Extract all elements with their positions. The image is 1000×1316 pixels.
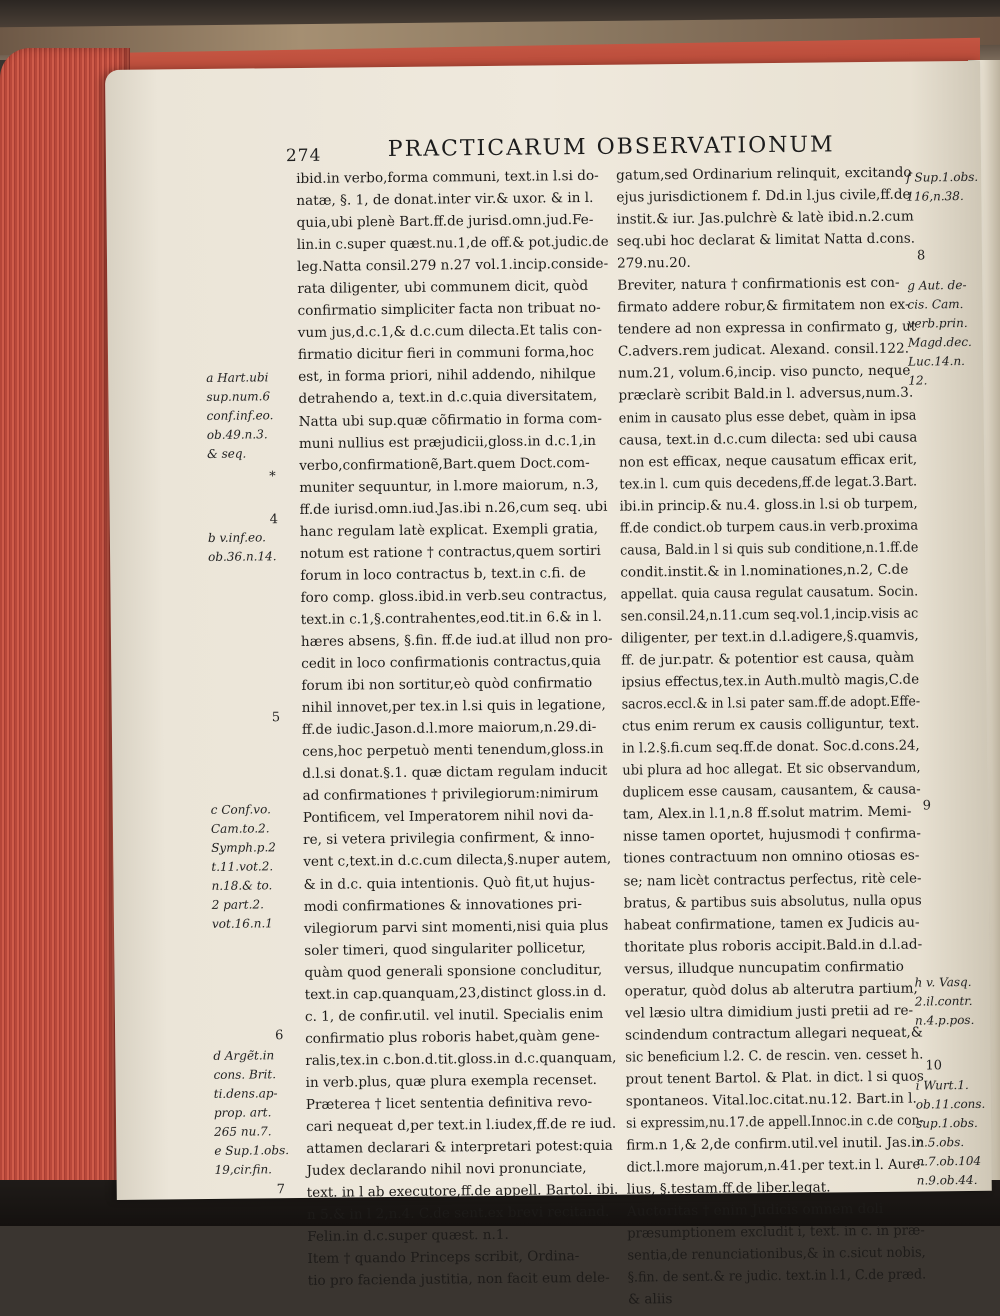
text-line: si expressim,nu.17.de appell.Innoc.in c.de con- — [625, 1112, 924, 1132]
text-line: ibi.in princip.& nu.4. gloss.in l.si ob turpem, — [619, 495, 918, 515]
text-line: tiones contractuum non omnino otiosas es- — [623, 847, 920, 868]
margin-note-d — [213, 1046, 289, 1180]
text-line: soler timeri, quod singulariter pollicetur, — [304, 939, 586, 959]
note-line: c Conf.vo. — [210, 802, 271, 817]
text-line: ad confirmationes † privilegiorum:nimirum — [302, 785, 599, 805]
margin-number-6: 6 — [275, 1028, 284, 1044]
margin-star: * — [269, 469, 276, 485]
margin-number-5: 5 — [271, 710, 281, 726]
text-line: dict.l.more majorum,n.41.per text.in l. Aure- — [626, 1156, 925, 1176]
text-line: versus, illudque nuncupatim confirmatio — [624, 958, 904, 978]
text-line: diligenter, per text.in d.l.adigere,§.quamvis, — [620, 627, 919, 647]
note-line: n.7.ob.104 — [916, 1153, 982, 1169]
note-line: h v. Vasq. — [914, 974, 972, 990]
note-line: 2 part.2. — [211, 897, 264, 912]
text-line: in l.2.§.fi.cum seq.ff.de donat. Soc.d.cons.24, — [622, 737, 920, 757]
note-line: verb.prin. — [907, 315, 968, 331]
text-line: detrahendo a, text.in d.c.quia diversitatem, — [298, 388, 598, 408]
text-line: causa, Bald.in l si quis sub conditione,n.1.ff.de — [619, 539, 919, 559]
text-line: confirmatio simpliciter facta non tribuat no- — [297, 300, 601, 320]
text-line: foro comp. gloss.ibid.in verb.seu contractus, — [300, 586, 608, 606]
note-line: f Sup.1.obs. — [906, 169, 979, 185]
note-line: prop. art. — [213, 1105, 272, 1120]
left-margin-notes — [206, 368, 296, 1198]
margin-note-c — [211, 800, 277, 934]
text-line: cari nequeat d,per text.in l.iudex,ff.de re iud. — [305, 1115, 617, 1135]
text-line: forum ibi non sortitur,eò quòd confirmatio — [301, 675, 593, 695]
text-line: in verb.plus, quæ plura exempla recenset. — [305, 1071, 597, 1091]
note-line: Cam.to.2. — [210, 821, 270, 836]
text-line: ff.de iudic.Jason.d.l.more maiorum,n.29.di- — [301, 719, 597, 739]
note-line: 12. — [908, 373, 928, 388]
text-line: lin.in c.super quæst.nu.1,de off.& pot.judic.de — [296, 233, 609, 254]
text-line: scindendum contractum allegari nequeat,& — [625, 1024, 923, 1044]
text-line: verbo,confirmationẽ,Bart.quem Doct.com- — [299, 454, 590, 474]
text-line: text.in cap.quanquam,23,distinct gloss.in d. — [304, 983, 607, 1003]
text-line: sacros.eccl.& in l.si pater sam.ff.de adopt.Effe- — [621, 693, 921, 713]
note-line: 265 nu.7. — [214, 1124, 272, 1139]
text-line: Judex declarando nihil novi pronunciate, — [306, 1160, 587, 1180]
running-head: PRACTICARUM OBSERVATIONUM — [387, 132, 835, 163]
note-line: & seq. — [206, 446, 247, 461]
left-text-column — [296, 165, 620, 1293]
text-line: non est efficax, neque causatum efficax erit, — [619, 451, 918, 471]
text-line: hæres absens, §.fin. ff.de iud.at illud non pro- — [300, 630, 613, 650]
text-line: sen.consil.24,n.11.cum seq.vol.1,incip.visis ac — [620, 605, 919, 625]
text-line: re, si vetera privilegia confirment, & inno- — [302, 829, 595, 849]
text-line: d.l.si donat.§.1. quæ dictam regulam inducit — [302, 763, 608, 783]
text-line: sic beneficium l.2. C. de rescin. ven. cesset h. — [625, 1046, 924, 1066]
text-line: text. in l ab executore,ff.de appell. Bartol. ibi. — [306, 1181, 619, 1202]
note-line: ob.49.n.3. — [206, 427, 268, 442]
margin-number-7: 7 — [276, 1182, 286, 1198]
text-line: Breviter, natura † confirmationis est con- — [617, 274, 900, 294]
text-line: ibid.in verbo,forma communi, text.in l.si do- — [296, 167, 599, 188]
text-line: n 5.& in l 2,n.4. C.de sent.ex brevi recitand. — [306, 1203, 610, 1224]
text-line: cens,hoc perpetuò menti tenendum,gloss.in — [302, 741, 604, 761]
text-line: ff. de jur.patr. & potentior est causa, quàm — [621, 649, 915, 669]
text-line: cedit in loco confirmationis contractus,quia — [301, 652, 602, 673]
text-line: ff.de iurisd.omn.iud.Jas.ibi n.26,cum seq. ubi — [299, 498, 608, 518]
text-line: instit.& iur. Jas.pulchrè & latè ibid.n.2.cum — [616, 208, 914, 228]
margin-note-b — [208, 528, 277, 567]
text-line: & in d.c. quia intentionis. Quò fit,ut hujus- — [303, 873, 595, 893]
text-line: modi confirmationes & innovationes pri- — [303, 895, 582, 915]
text-line: præsumptionem excludit i, text. in c. in præ- — [627, 1222, 925, 1242]
text-line: vilegiorum parvi sint momenti,nisi quia plus — [303, 917, 609, 937]
margin-note-a — [206, 368, 274, 464]
text-line: notum est ratione † contractus,quem sortiri — [299, 542, 601, 562]
text-line: vel læsio ultra dimidium justi pretii ad re- — [624, 1002, 914, 1022]
text-line: ubi plura ad hoc allegat. Et sic observandum, — [622, 759, 921, 779]
note-line: t.11.vot.2. — [211, 859, 274, 874]
text-line: Pontificem, vel Imperatorem nihil novi da- — [302, 807, 594, 827]
page-number: 274 — [285, 145, 322, 167]
margin-note-g — [907, 276, 972, 391]
note-line: d Argẽt.in — [213, 1048, 275, 1063]
text-line: nisse tamen oportet, hujusmodi † confirma- — [622, 825, 922, 846]
note-line: n.4.p.pos. — [914, 1012, 975, 1028]
text-line: leg.Natta consil.279 n.27 vol.1.incip.conside- — [296, 255, 609, 276]
text-line: tex.in l. cum quis decedens,ff.de legat.3.Bart. — [619, 473, 918, 493]
note-line: a Hart.ubi — [206, 370, 269, 385]
text-line: natæ, §. 1, de donat.inter vir.& uxor. & in l. — [296, 189, 594, 210]
right-margin-notes — [906, 168, 986, 1188]
text-line: c. 1, de confir.util. vel inutil. Specialis enim — [304, 1005, 604, 1025]
note-line: b v.inf.eo. — [207, 530, 266, 545]
text-line: 279.nu.20. — [616, 255, 691, 272]
note-line: vot.16.n.1 — [211, 916, 273, 931]
text-line: Auctoritas † enim Judicis omnem doli — [626, 1201, 884, 1220]
text-line: Item † quando Princeps scribit, Ordina- — [307, 1248, 580, 1268]
text-line: appellat. quia causa regulat causatum. Socin. — [620, 583, 919, 603]
text-line: bratus, & partibus suis absolutus, nulla opus — [623, 892, 922, 912]
text-line: est, in forma priori, nihil addendo, nihilque — [298, 366, 596, 386]
text-line: Natta ubi sup.quæ cõfirmatio in forma com- — [298, 410, 602, 430]
note-line: g Aut. de- — [907, 277, 967, 293]
margin-number-4: 4 — [269, 512, 279, 528]
text-line: se; nam licèt contractus perfectus, ritè cele- — [623, 869, 922, 890]
text-line: duplicem esse causam, causantem, & causa- — [622, 781, 921, 801]
margin-note-i — [916, 1076, 987, 1191]
text-line: Felin.in d.c.super quæst. n.1. — [307, 1227, 509, 1246]
text-line: attamen declarari & interpretari potest:quia — [306, 1137, 613, 1158]
text-line: enim in causato plus esse debet, quàm in ipsa — [618, 407, 917, 427]
text-line: rata diligenter, ubi communem dicit, quòd — [297, 278, 589, 298]
text-line: ctus enim rerum ex causis colliguntur, text. — [621, 715, 920, 735]
text-line: tam, Alex.in l.1,n.8 ff.solut matrim. Memi- — [622, 803, 912, 823]
margin-note-h — [915, 973, 975, 1031]
text-line: quàm quod generali sponsione concluditur, — [304, 961, 603, 981]
text-line: lius, §.testam.ff.de liber.legat. — [626, 1179, 831, 1198]
text-line: seq.ubi hoc declarat & limitat Natta d.cons. — [616, 230, 916, 250]
text-line: causa, text.in d.c.cum dilecta: sed ubi causa — [618, 429, 918, 449]
text-line: confirmatio plus roboris habet,quàm gene- — [305, 1027, 600, 1047]
note-line: ti.dens.ap- — [213, 1086, 278, 1101]
text-line: gatum,sed Ordinarium relinquit, excitando — [616, 164, 912, 184]
text-line: præclarè scribit Bald.in l. adversus,num.3. — [618, 385, 914, 405]
text-line: ralis,tex.in c.bon.d.tit.gloss.in d.c.quanquam, — [305, 1049, 617, 1069]
note-line: ob.36.n.14. — [208, 549, 277, 564]
note-line: conf.inf.eo. — [206, 408, 274, 423]
text-line: num.21, volum.6,incip. viso puncto, neque — [618, 363, 911, 383]
note-line: Luc.14.n. — [908, 354, 966, 369]
text-line: muniter sequuntur, in l.more maiorum, n.3, — [299, 476, 599, 496]
text-line: spontaneos. Vital.loc.citat.nu.12. Bart.in l. — [625, 1090, 917, 1110]
text-line: firmato addere robur,& firmitatem non ex- — [617, 296, 910, 316]
note-line: n.5.obs. — [916, 1135, 965, 1150]
text-line: forum in loco contractus b, text.in c.fi. de — [300, 564, 587, 584]
text-line: nihil innovet,per tex.in l.si quis in legatione, — [301, 696, 606, 717]
note-line: i Wurt.1. — [915, 1078, 969, 1093]
note-line: cis. Cam. — [907, 297, 964, 312]
text-line: firmatio dicitur fieri in communi forma,hoc — [297, 344, 595, 364]
text-line: C.advers.rem judicat. Alexand. consil.122. — [617, 340, 910, 361]
right-text-column — [616, 162, 926, 1311]
text-line: text.in c.1,§.contrahentes,eod.tit.in 6.& in l. — [300, 608, 602, 628]
text-line: prout tenent Bartol. & Plat. in dict. l si quos — [625, 1068, 924, 1088]
note-line: sup.num.6 — [206, 389, 271, 404]
text-line: ipsius effectus,tex.in Auth.multò magis,C.de — [621, 671, 920, 691]
margin-number-10: 10 — [925, 1058, 943, 1074]
note-line: 116,n.38. — [906, 189, 964, 204]
text-line: ejus jurisdictionem f. Dd.in l.jus civile,ff.de — [616, 186, 911, 206]
text-line: thoritate plus roboris accipit.Bald.in d.l.ad- — [624, 936, 923, 956]
text-line: vum jus,d.c.1,& d.c.cum dilecta.Et talis con- — [297, 322, 602, 342]
note-line: 2.il.contr. — [914, 993, 973, 1009]
note-line: e Sup.1.obs. — [214, 1143, 290, 1158]
margin-note-f — [906, 168, 978, 207]
margin-number-9: 9 — [922, 798, 932, 814]
note-line: sup.1.obs. — [916, 1115, 978, 1131]
text-line: sentia,de renunciationibus,& in c.sicut nobis, — [627, 1244, 926, 1264]
book-page — [105, 61, 992, 1308]
note-line: n.9.ob.44. — [916, 1172, 978, 1188]
text-line: tio pro facienda justitia, non facit eum dele- — [307, 1270, 610, 1290]
text-line: habeat confirmatione, tamen ex Judicis au- — [623, 914, 920, 934]
text-line: tendere ad non expressa in confirmato g, ut — [617, 318, 917, 338]
text-line: quia,ubi plenè Bart.ff.de jurisd.omn.jud.Fe- — [296, 211, 594, 232]
text-line: Præterea † licet sententia definitiva revo- — [305, 1093, 593, 1113]
text-line: §.fin. de sent.& re judic. text.in l.1, C.de præd. — [627, 1266, 927, 1286]
note-line: Magd.dec. — [907, 334, 972, 350]
note-line: Symph.p.2 — [211, 840, 276, 855]
text-line: vent c,text.in d.c.cum dilecta,§.nuper autem, — [303, 851, 612, 871]
text-line: hanc regulam latè explicat. Exempli gratia, — [299, 520, 599, 540]
text-line: ff.de condict.ob turpem caus.in verb.proxima — [619, 517, 919, 537]
text-line: condit.instit.& in l.nominationes,n.2, C.de — [620, 561, 909, 581]
note-line: ob.11.cons. — [915, 1096, 986, 1112]
note-line: n.18.& to. — [211, 878, 273, 893]
margin-number-8: 8 — [916, 248, 926, 264]
text-line: operatur, quòd dolus ab alterutra partium, — [624, 980, 918, 1000]
text-line: firm.n 1,& 2,de confirm.util.vel inutil. Jas.in — [626, 1134, 925, 1154]
text-line: muni nullius est præjudicii,gloss.in d.c.1,in — [298, 432, 597, 452]
note-line: cons. Brit. — [213, 1067, 277, 1082]
note-line: 19,cir.fin. — [214, 1162, 273, 1177]
text-line: & aliis — [627, 1291, 673, 1308]
